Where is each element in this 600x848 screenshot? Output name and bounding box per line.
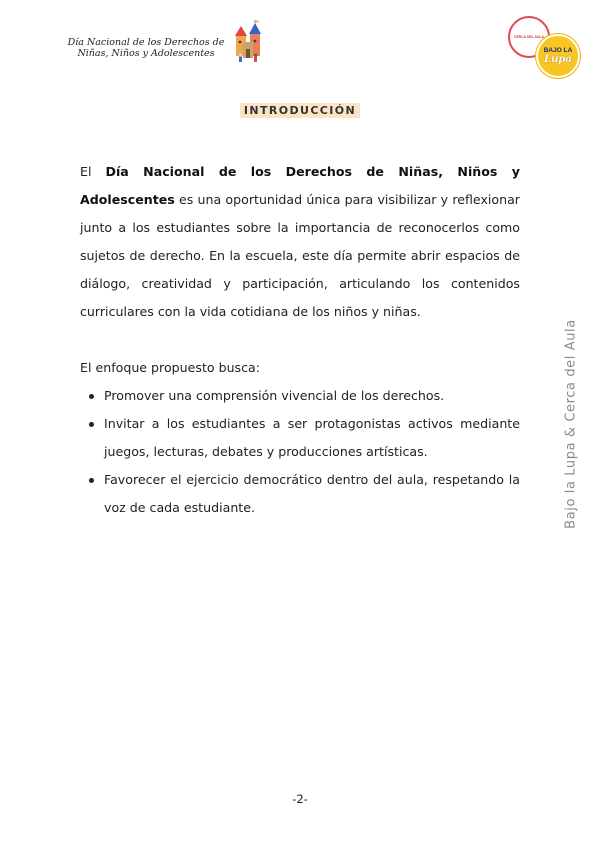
cerca-del-aula-logo: CERCA DEL AULA [508,16,550,58]
castle-illustration-icon [232,20,264,62]
list-item: Promover una comprensión vivencial de los derechos. [80,382,520,410]
logos-group [508,12,586,76]
approach-list [80,382,520,522]
main-content [80,158,520,522]
header-title [46,37,246,59]
intro-bold-text: Día Nacional de los Derechos de Niñas, Niños y Adolescentes [80,164,520,207]
list-item: Favorecer el ejercicio democrático dentro del aula, respetando la voz de cada estudiante. [80,466,520,522]
intro-paragraph: El Día Nacional de los Derechos de Niñas, Niños y Adolescentes es una oportunidad única para visibilizar y reflexionar junto a los estudiantes sobre la importancia de reconocerlos como sujetos de derecho. En la escuela, este día permite abrir espacios de diálogo, creatividad y participación, articulando los contenidos curriculares con la vida cotidiana de los niños y niñas. [80,164,520,319]
bajo-la-lupa-logo: BAJO LA Lupa [536,34,580,78]
header-title-line2: Niñas, Niños y Adolescentes [77,48,215,59]
page-number: -2- [292,792,308,806]
header-title-line1: Día Nacional de los Derechos de [67,37,225,48]
side-vertical-text: Bajo la Lupa & Cerca del Aula [563,319,579,529]
section-title [0,101,600,119]
list-item: Invitar a los estudiantes a ser protagonistas activos mediante juegos, lecturas, debates y producciones artísticas. [80,410,520,466]
approach-paragraph: El enfoque propuesto busca: [80,360,261,375]
section-title-text: INTRODUCCIÓN [240,103,360,118]
